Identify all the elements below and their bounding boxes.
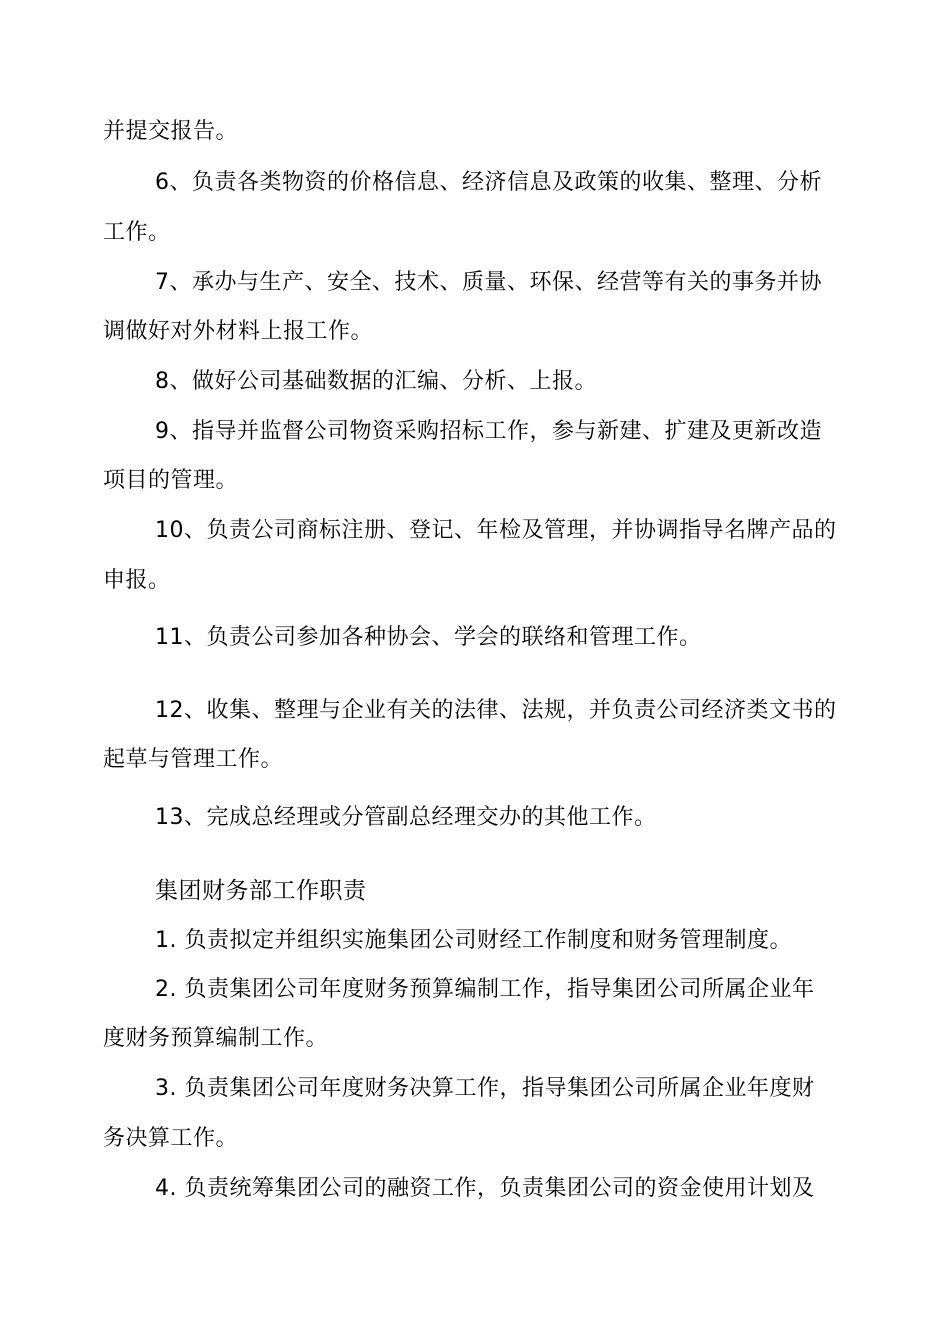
paragraph-line: 1. 负责拟定并组织实施集团公司财经工作制度和财务管理制度。 [155, 928, 792, 953]
paragraph-line: 13、完成总经理或分管副总经理交办的其他工作。 [155, 805, 657, 830]
paragraph-line: 起草与管理工作。 [103, 747, 284, 772]
paragraph-line: 工作。 [103, 220, 171, 245]
paragraph-line: 度财务预算编制工作。 [103, 1026, 329, 1051]
paragraph-line: 10、负责公司商标注册、登记、年检及管理，并协调指导名牌产品的 [155, 518, 837, 543]
paragraph-line: 并提交报告。 [103, 119, 239, 144]
paragraph-line: 12、收集、整理与企业有关的法律、法规，并负责公司经济类文书的 [155, 698, 837, 723]
paragraph-line: 9、指导并监督公司物资采购招标工作，参与新建、扩建及更新改造 [155, 419, 822, 444]
paragraph-line: 8、做好公司基础数据的汇编、分析、上报。 [155, 369, 597, 394]
paragraph-line: 申报。 [103, 568, 171, 593]
paragraph-line: 务决算工作。 [103, 1126, 239, 1151]
section-heading: 集团财务部工作职责 [155, 878, 367, 904]
paragraph-line: 11、负责公司参加各种协会、学会的联络和管理工作。 [155, 625, 702, 650]
paragraph-line: 6、负责各类物资的价格信息、经济信息及政策的收集、整理、分析 [155, 170, 822, 195]
paragraph-line: 4. 负责统筹集团公司的融资工作，负责集团公司的资金使用计划及 [155, 1176, 815, 1201]
paragraph-line: 调做好对外材料上报工作。 [103, 319, 374, 344]
paragraph-line: 7、承办与生产、安全、技术、质量、环保、经营等有关的事务并协 [155, 270, 822, 295]
paragraph-line: 2. 负责集团公司年度财务预算编制工作，指导集团公司所属企业年 [155, 977, 815, 1002]
paragraph-line: 3. 负责集团公司年度财务决算工作，指导集团公司所属企业年度财 [155, 1076, 815, 1101]
paragraph-line: 项目的管理。 [103, 468, 239, 493]
